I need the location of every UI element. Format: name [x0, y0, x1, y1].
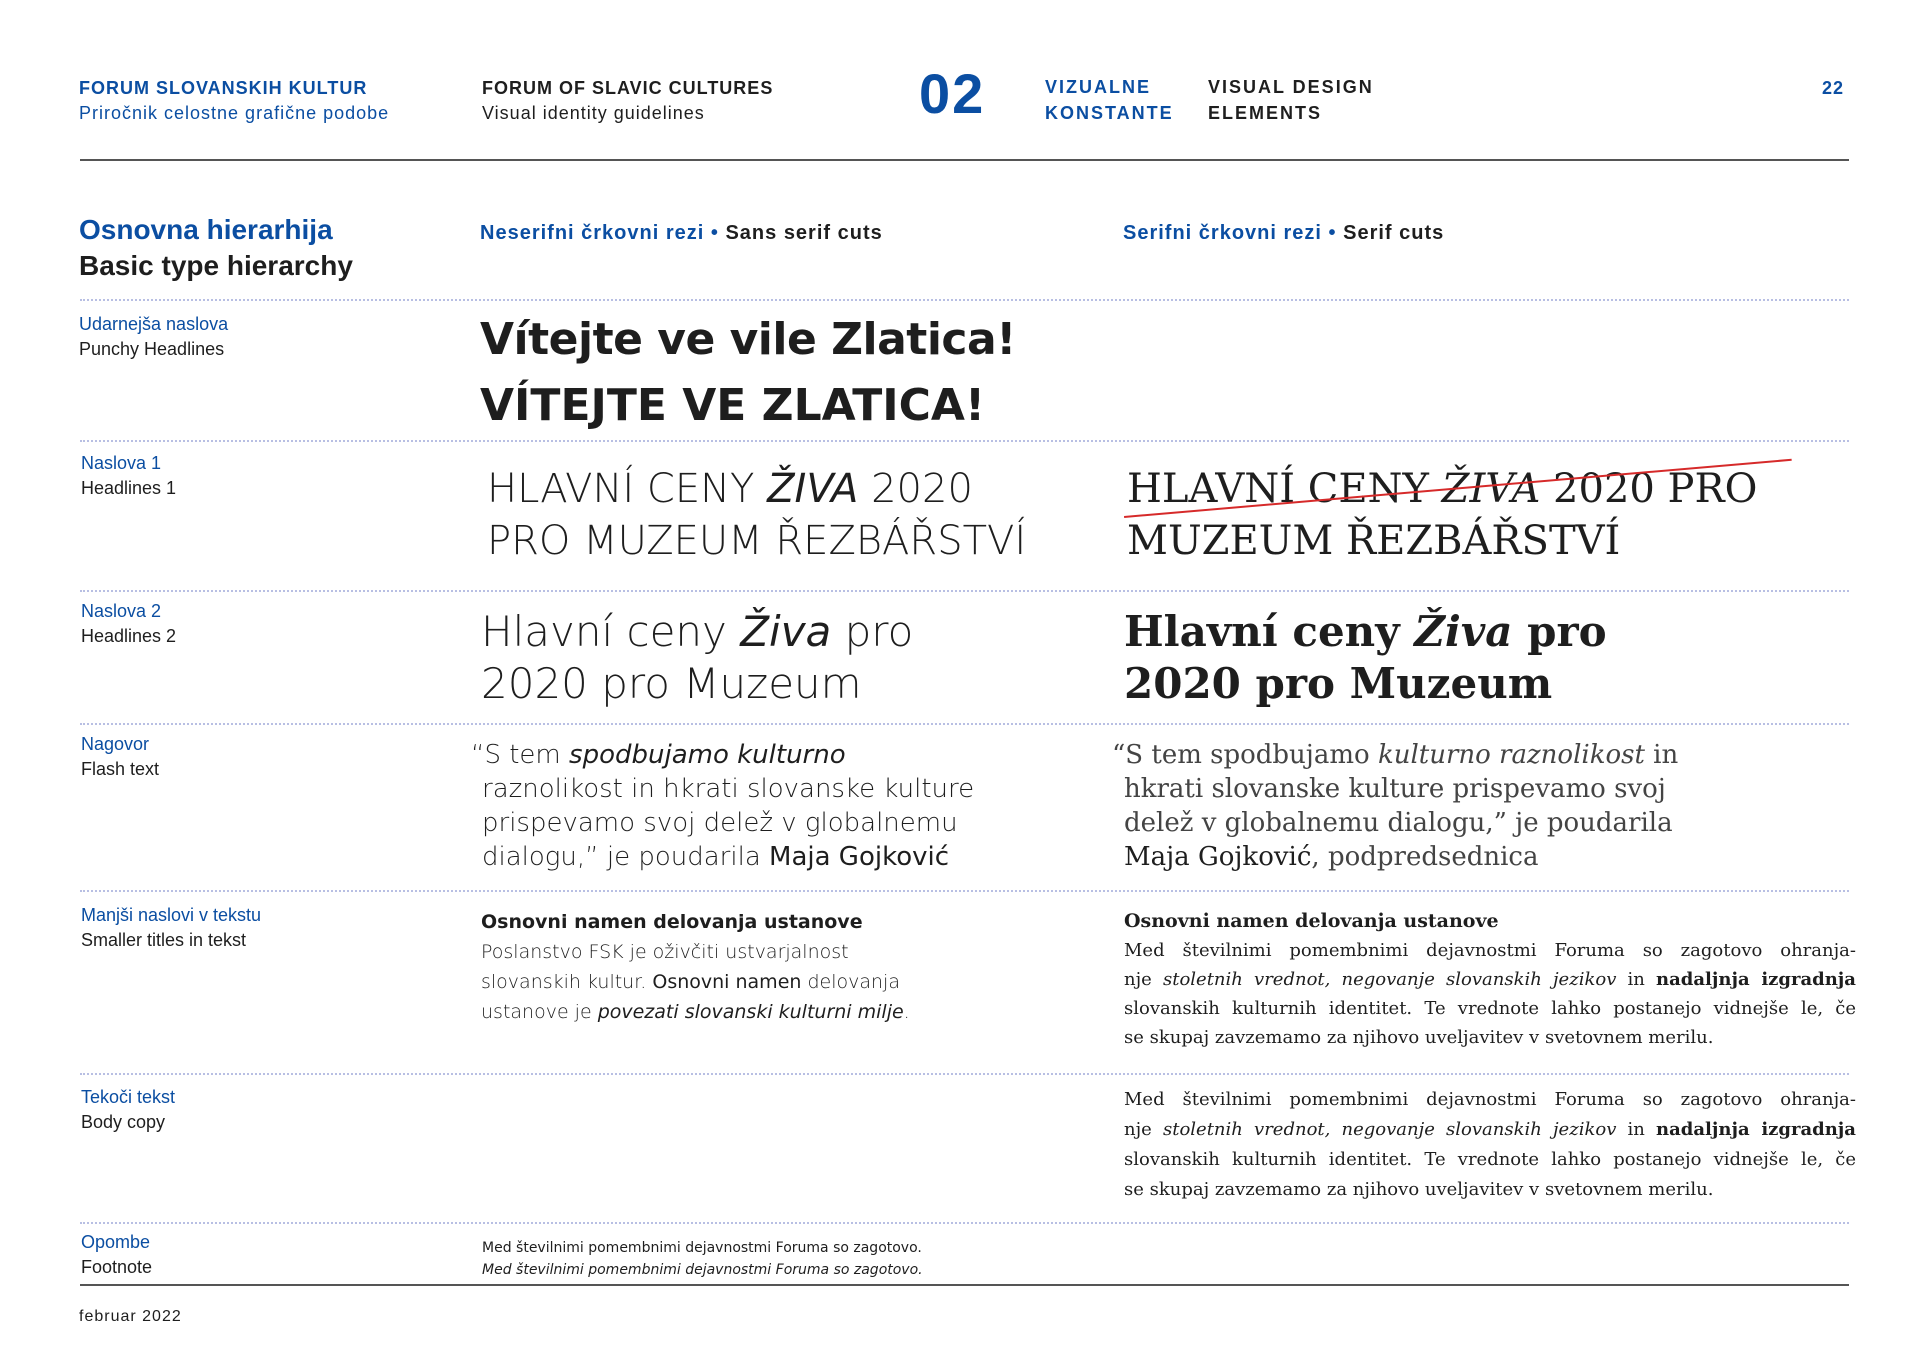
punchy-headline-sample: Vítejte ve vile Zlatica! [480, 314, 1016, 365]
row-label-si: Opombe [81, 1232, 151, 1252]
org-subtitle-en: Visual identity guidelines [482, 103, 705, 123]
org-name-en: FORUM OF SLAVIC CULTURES [482, 78, 774, 98]
row-divider [80, 1222, 1849, 1224]
row-label-si: Naslova 1 [81, 453, 162, 473]
row-label-en: Headlines 1 [81, 478, 177, 498]
headline2-sans-sample: Hlavní ceny Živa pro 2020 pro Muzeum [481, 607, 914, 708]
body-copy-serif-sample: Med številnimi pomembnimi dejavnostmi Foruma so zagotovo ohranja- nje stoletnih vrednot, negovanje slovanskih jezikov in nadaljnja izgradnja slovanskih kulturnih identitet. Te vrednote lahko postanejo vidnejše le, če se skupaj zavzemamo za njihovo uveljavitev v svetovnem merilu. [1124, 1089, 1856, 1200]
flash-text-serif-sample: “S tem spodbujamo kulturno raznolikost in hkrati slovanske kulture prispevamo svoj delež v globalnemu dialogu,” je poudarila Maja Gojković, podpredsednica [1112, 740, 1679, 872]
row-divider [80, 590, 1849, 592]
smaller-title-serif-sample: Osnovni namen delovanja ustanove Med številnimi pomembnimi dejavnostmi Foruma so zagotovo ohranja- nje stoletnih vrednot, negovanje slovanskih jezikov in nadaljnja izgradnja slovanskih kulturnih identitet. Te vrednote lahko postanejo vidnejše le, če se skupaj zavzemamo za njihovo uveljavitev v svetovnem merilu. [1124, 910, 1856, 1048]
chapter-title-si-2: KONSTANTE [1045, 103, 1174, 123]
row-divider [80, 723, 1849, 725]
header-divider [80, 159, 1849, 161]
row-label-en: Body copy [81, 1112, 166, 1132]
footnote-sans-sample: Med številnimi pomembnimi dejavnostmi Foruma so zagotovo. Med številnimi pomembnimi dejavnostmi Foruma so zagotovo. [482, 1240, 923, 1278]
row-divider [80, 1073, 1849, 1075]
flash-text-sans-sample: “S tem spodbujamo kulturno raznolikost in hkrati slovanske kulture prispevamo svoj delež v globalnemu dialogu,” je poudarila Maja Gojković [471, 740, 975, 872]
footer-divider [80, 1284, 1849, 1286]
row-divider [80, 299, 1849, 301]
org-subtitle-si: Priročnik celostne grafične podobe [79, 103, 390, 123]
chapter-title-si-1: VIZUALNE [1045, 77, 1151, 97]
row-divider [80, 890, 1849, 892]
column-header-sans: Neserifni črkovni rezi • Sans serif cuts [480, 222, 883, 244]
row-label-en: Smaller titles in tekst [81, 930, 247, 950]
footer-date: februar 2022 [79, 1308, 182, 1325]
chapter-number: 02 [919, 62, 986, 125]
row-divider [80, 440, 1849, 442]
section-title-en: Basic type hierarchy [79, 250, 353, 281]
row-label-si: Udarnejša naslova [79, 314, 229, 334]
page-number: 22 [1822, 78, 1845, 98]
section-title-si: Osnovna hierarhija [79, 214, 333, 245]
row-label-en: Punchy Headlines [79, 339, 225, 359]
row-label-si: Naslova 2 [81, 601, 162, 621]
headline1-sans-sample: HLAVNÍ CENY ŽIVA 2020 PRO MUZEUM ŘEZBÁŘSTVÍ [487, 466, 1027, 564]
punchy-headline-caps-sample: VÍTEJTE VE ZLATICA! [480, 380, 986, 431]
column-header-serif: Serifni črkovni rezi • Serif cuts [1123, 222, 1445, 244]
row-label-si: Manjši naslovi v tekstu [81, 905, 262, 925]
row-label-si: Nagovor [81, 734, 150, 754]
chapter-title-en-1: VISUAL DESIGN [1208, 77, 1374, 97]
row-label-en: Flash text [81, 759, 160, 779]
row-label-en: Headlines 2 [81, 626, 177, 646]
headline2-serif-sample: Hlavní ceny Živa pro 2020 pro Muzeum [1124, 607, 1607, 708]
smaller-title-sans-sample: Osnovni namen delovanja ustanove Poslanstvo FSK je oživčiti ustvarjalnost slovanskih kultur. Osnovni namen delovanja ustanove je povezati slovanski kulturni milje. [481, 911, 910, 1023]
row-label-en: Footnote [81, 1257, 153, 1277]
row-label-si: Tekoči tekst [81, 1087, 176, 1107]
headline1-serif-sample: HLAVNÍ CENY ŽIVA 2020 PRO MUZEUM ŘEZBÁŘSTVÍ [1127, 466, 1758, 564]
org-name-si: FORUM SLOVANSKIH KULTUR [79, 78, 368, 98]
chapter-title-en-2: ELEMENTS [1208, 103, 1323, 123]
